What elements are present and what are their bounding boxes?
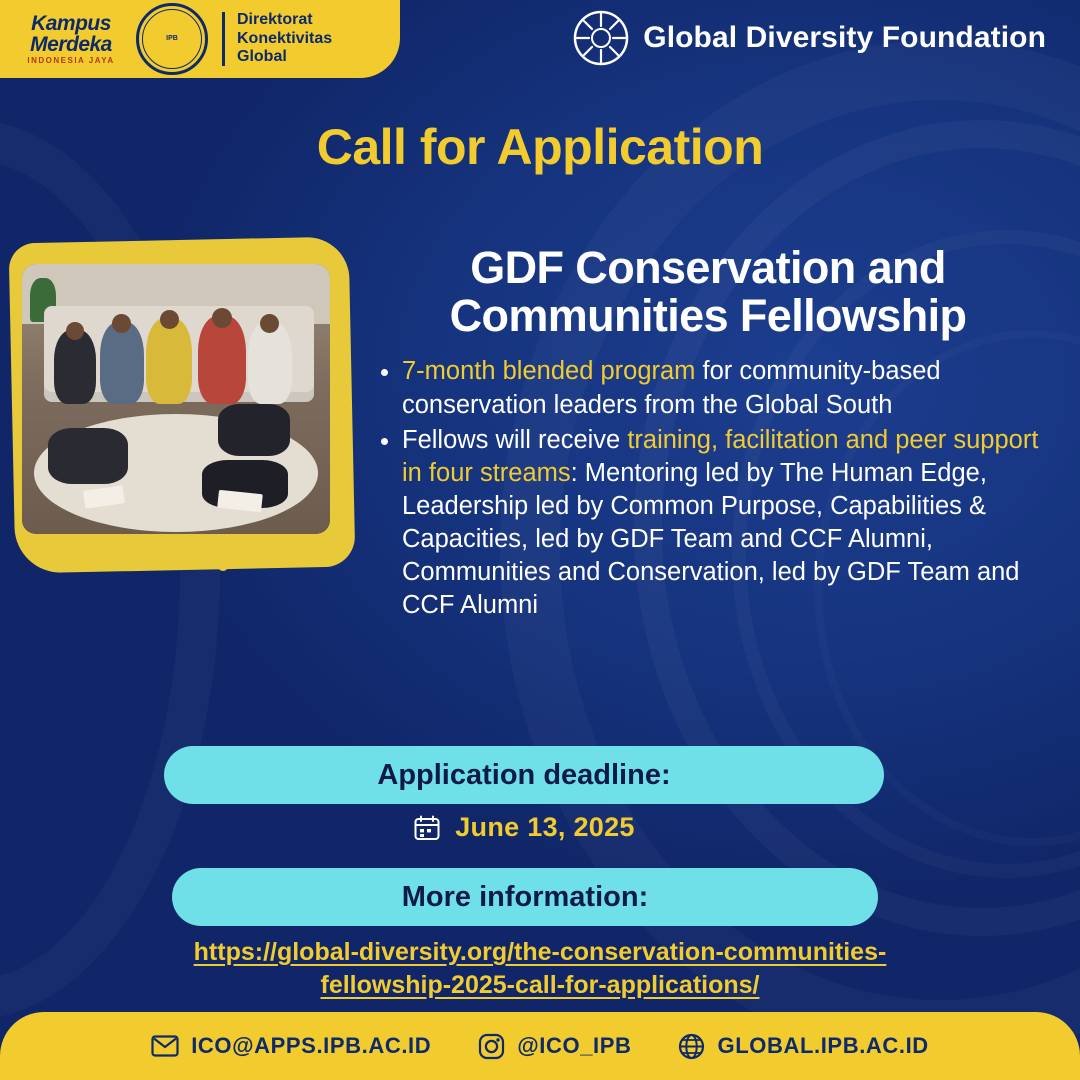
- ipb-seal-icon: [136, 3, 208, 75]
- program-title: [372, 244, 1044, 339]
- deadline-date-row: [164, 812, 884, 843]
- ipb-seal-label: IPB: [166, 35, 178, 43]
- paint-blob: [336, 360, 349, 371]
- paint-blob: [218, 562, 228, 571]
- bullet-text: for community-based conservation leaders from the Global South: [402, 357, 941, 419]
- directorate-line-2: Konektivitas: [237, 29, 333, 47]
- email-icon: [151, 1032, 179, 1060]
- application-url-link[interactable]: [130, 936, 950, 1003]
- program-title-line-2: Communities Fellowship: [449, 289, 967, 341]
- program-bullet-list: [372, 355, 1044, 622]
- photo-person-head: [212, 308, 232, 328]
- directorate-line-3: Global: [237, 48, 287, 66]
- gdf-brand: [573, 10, 1046, 66]
- header-divider: [222, 12, 225, 66]
- program-title-line-1: GDF Conservation and: [470, 242, 946, 293]
- paint-blob: [264, 546, 280, 559]
- application-deadline-pill: [164, 746, 884, 804]
- directorate-line-1: Direktorat: [237, 10, 313, 28]
- photo-person: [198, 316, 246, 404]
- seal-ring: [142, 9, 202, 69]
- gdf-name-label: Global Diversity Foundation: [643, 21, 1046, 54]
- program-bullet: [402, 355, 1044, 421]
- photo-person: [48, 428, 128, 484]
- photo-person-head: [66, 322, 84, 340]
- group-discussion-photo: [22, 264, 330, 534]
- bullet-highlight-text: training, facilitation and peer support in four streams: [402, 425, 1039, 487]
- kampus-merdeka-line3: INDONESIA JAYA: [27, 56, 115, 65]
- paint-blob: [162, 552, 176, 564]
- application-deadline-label: Application deadline:: [377, 758, 671, 791]
- photo-person: [248, 322, 292, 404]
- photo-person-head: [160, 310, 179, 329]
- paint-blob: [12, 360, 21, 368]
- photo-person: [100, 322, 144, 404]
- paint-blob: [116, 558, 125, 567]
- footer-contact-instagram[interactable]: [477, 1032, 631, 1060]
- globe-icon: [678, 1032, 706, 1060]
- photo-person-head: [112, 314, 131, 333]
- kampus-merdeka-line2: Merdeka: [30, 33, 112, 56]
- poster-footer: [0, 1012, 1080, 1080]
- program-bullet: [402, 424, 1044, 623]
- kampus-merdeka-line1: Kampus: [31, 12, 111, 35]
- more-information-label: More information:: [401, 880, 649, 913]
- footer-contact-website[interactable]: [678, 1032, 929, 1060]
- gdf-circle-hands-logo-icon: [573, 10, 629, 66]
- page-title: Call for Application: [316, 119, 764, 175]
- deadline-date: June 13, 2025: [455, 812, 635, 842]
- calendar-icon: [413, 814, 441, 842]
- kampus-merdeka-logo: [16, 13, 126, 65]
- paint-blob: [74, 540, 86, 550]
- application-url-line-2[interactable]: fellowship-2025-call-for-applications/: [320, 971, 760, 1000]
- footer-contact-email[interactable]: [151, 1032, 431, 1060]
- program-content: [372, 244, 1044, 625]
- footer-instagram-label: @ICO_IPB: [517, 1033, 632, 1058]
- bullet-highlight-text: 7-month blended program: [402, 357, 696, 386]
- kampus-merdeka-badge: [0, 0, 400, 78]
- bullet-text: Fellows will receive: [402, 425, 628, 454]
- poster-header: [0, 0, 1080, 86]
- footer-website-label: GLOBAL.IPB.AC.ID: [717, 1033, 929, 1058]
- application-url-line-1[interactable]: https://global-diversity.org/the-conservation-communities-: [193, 938, 887, 966]
- photo-person: [54, 330, 96, 404]
- bullet-text: : Mentoring led by The Human Edge, Leadership led by Common Purpose, Capabilities & Capacities, led by GDF Team and CCF Alumni, Communities and Conservation, led by GDF Team and CCF Alumni: [402, 458, 1020, 620]
- directorate-name: [237, 11, 332, 68]
- footer-email-label: ICO@APPS.IPB.AC.ID: [191, 1033, 432, 1058]
- photo-person-head: [260, 314, 279, 333]
- photo-frame: [12, 240, 352, 570]
- more-information-pill: [172, 868, 878, 926]
- photo-person: [218, 404, 290, 456]
- instagram-icon: [477, 1032, 505, 1060]
- photo-person: [146, 318, 192, 404]
